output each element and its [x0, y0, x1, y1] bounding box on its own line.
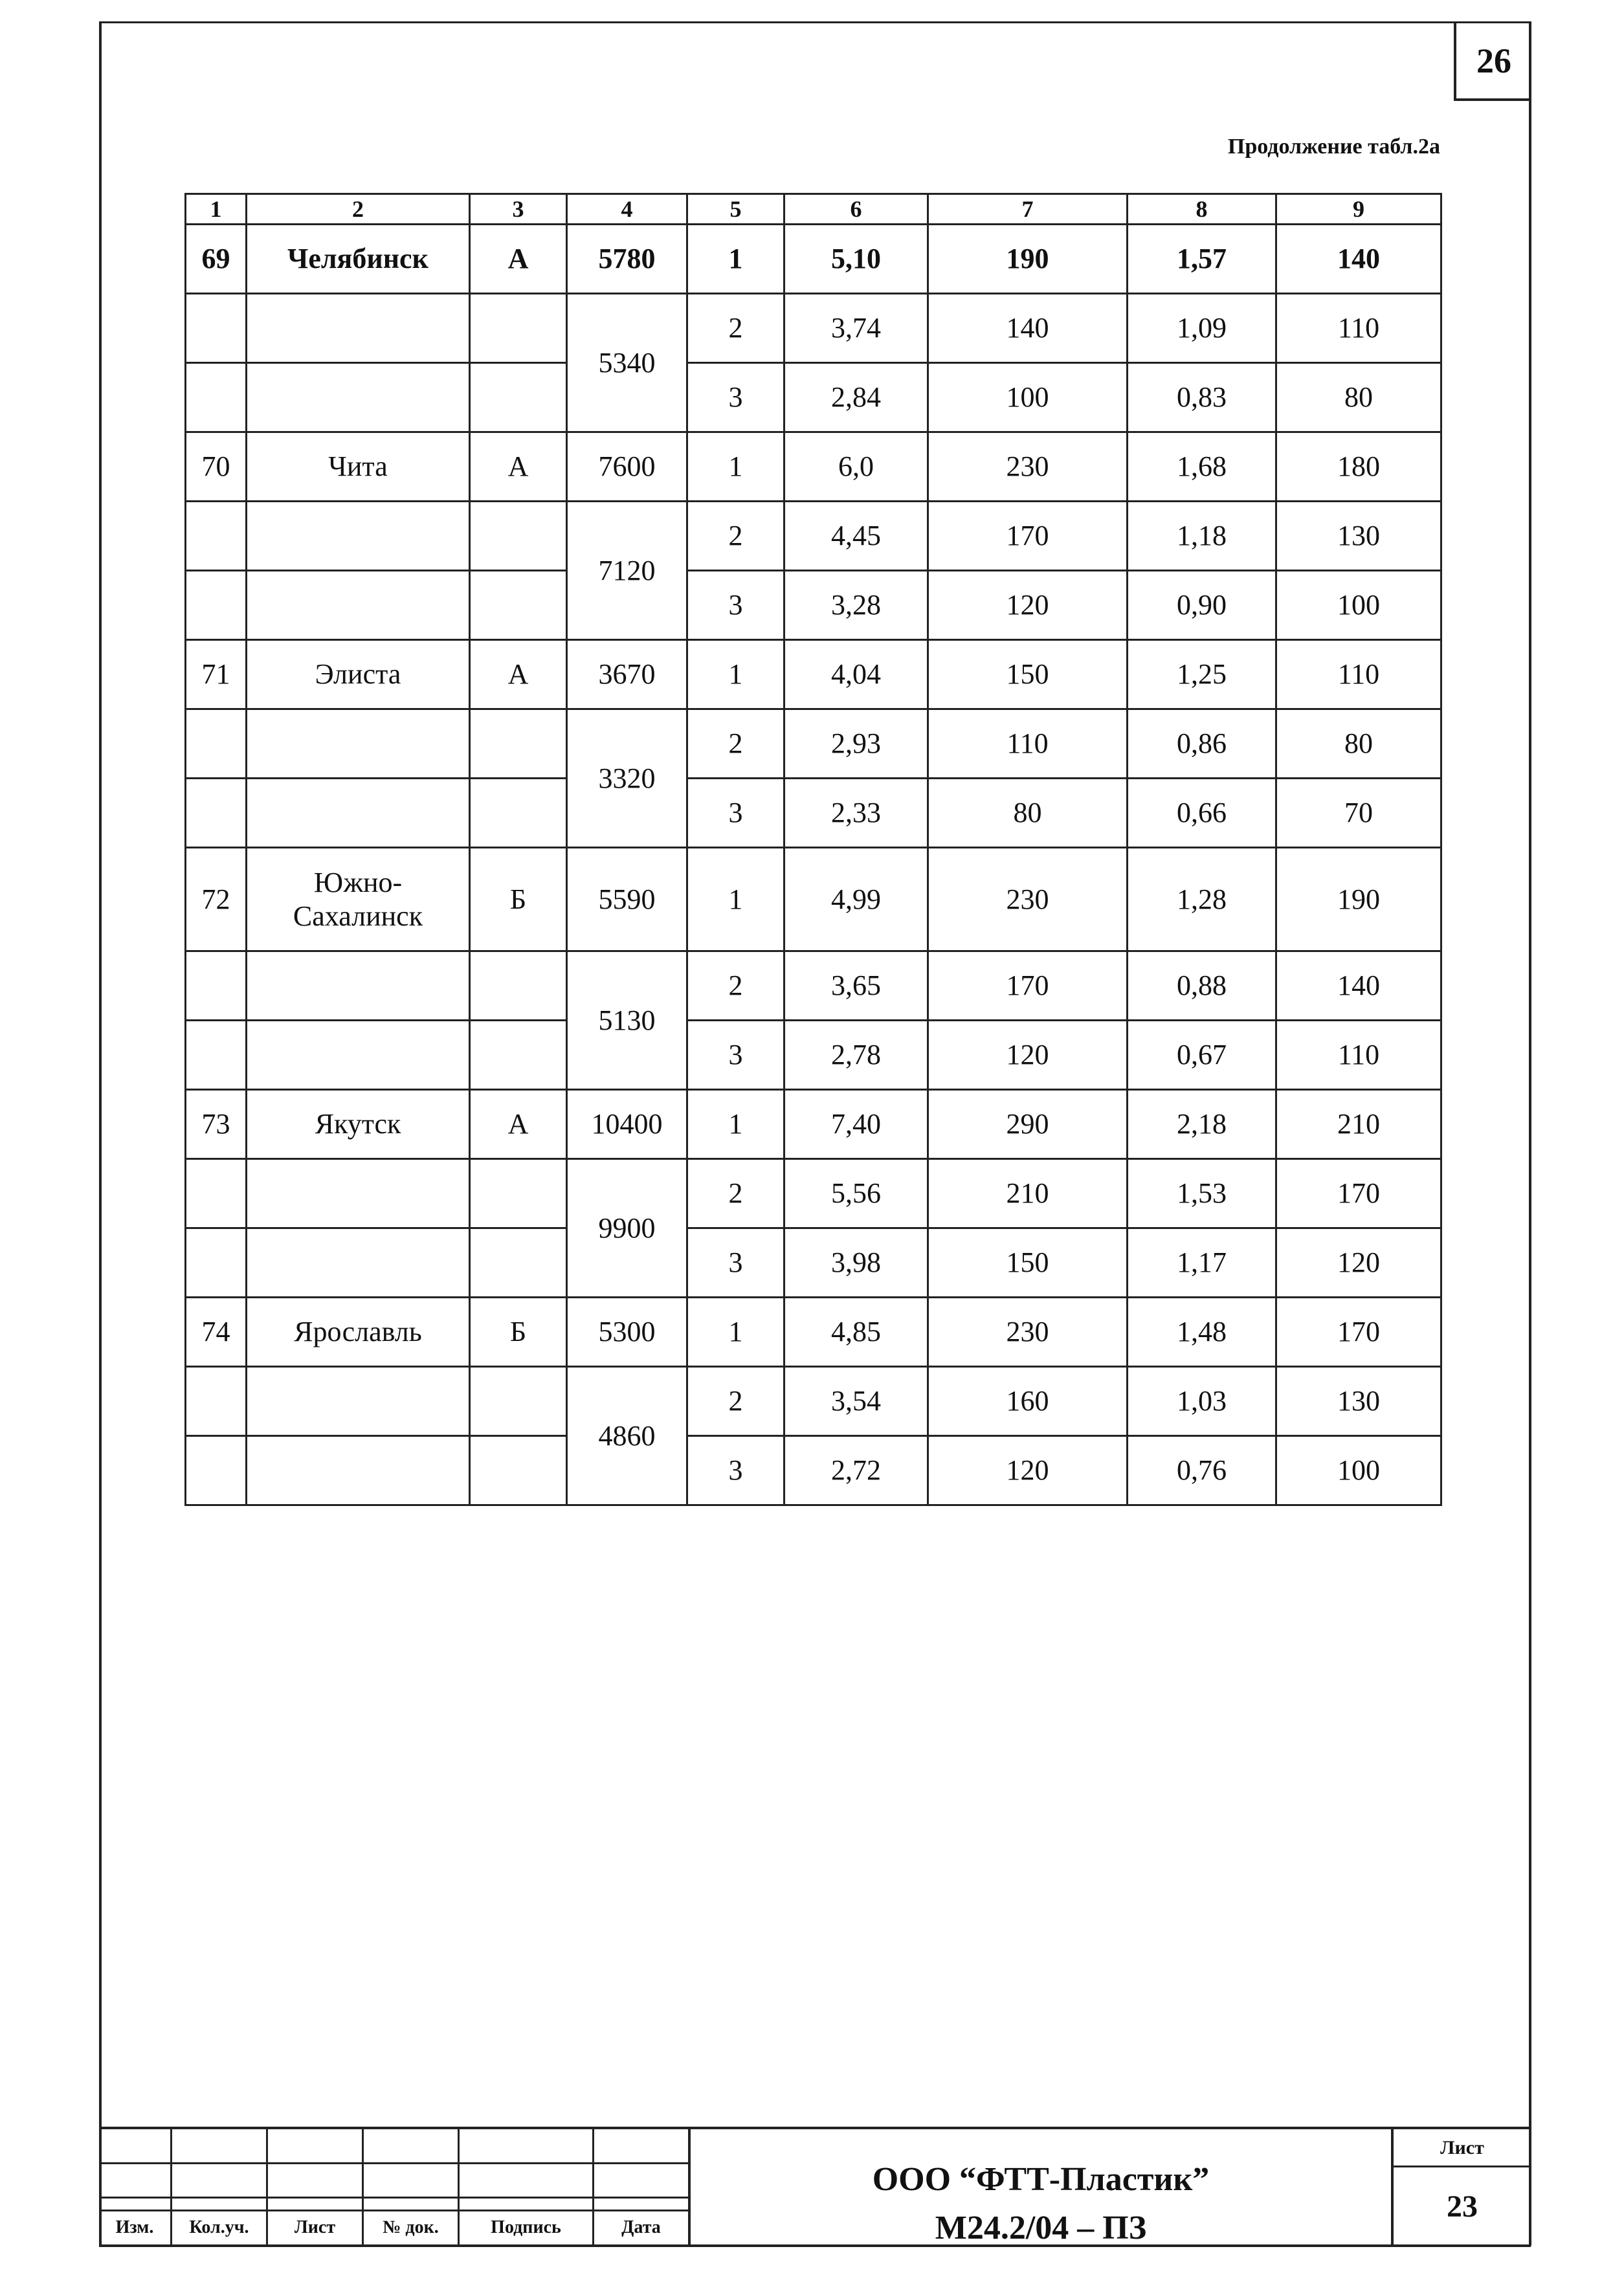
- value-col7: 170: [928, 951, 1128, 1021]
- city-name: Ярославль: [247, 1298, 470, 1367]
- value-col8: 1,17: [1128, 1228, 1276, 1298]
- header-row: [186, 194, 1441, 225]
- column-header: 9: [1276, 194, 1441, 225]
- value-col8: 0,76: [1128, 1436, 1276, 1505]
- column-label: Дата: [621, 2217, 661, 2237]
- data-table: [184, 193, 1442, 1506]
- table-row: [186, 363, 1441, 432]
- value-col7: 160: [928, 1367, 1128, 1436]
- value-col8: 1,53: [1128, 1159, 1276, 1228]
- value-col9: 210: [1276, 1090, 1441, 1159]
- value-col9: 170: [1276, 1298, 1441, 1367]
- title-block-line: [99, 2127, 1531, 2129]
- value-col5: 2: [687, 709, 784, 779]
- table-row: [186, 1021, 1441, 1090]
- empty-cell: [247, 294, 470, 363]
- value-col7: 170: [928, 502, 1128, 571]
- value-col4: 3320: [567, 709, 687, 848]
- value-col6: 6,0: [784, 432, 928, 502]
- value-col4: 10400: [567, 1090, 687, 1159]
- empty-cell: [186, 709, 247, 779]
- value-col9: 80: [1276, 709, 1441, 779]
- value-col9: 190: [1276, 848, 1441, 951]
- value-col7: 110: [928, 709, 1128, 779]
- value-col8: 0,90: [1128, 571, 1276, 640]
- table-row: [186, 1367, 1441, 1436]
- empty-cell: [247, 1021, 470, 1090]
- title-block-line: [99, 2210, 688, 2211]
- empty-cell: [186, 951, 247, 1021]
- city-name-line: Южно-: [313, 866, 403, 898]
- document-code: М24.2/04 – ПЗ: [935, 2210, 1147, 2247]
- value-col8: 0,86: [1128, 709, 1276, 779]
- row-number: 72: [186, 848, 247, 951]
- value-col5: 1: [687, 225, 784, 294]
- empty-cell: [470, 1159, 567, 1228]
- column-label: Изм.: [115, 2217, 154, 2237]
- value-col4: 5780: [567, 225, 687, 294]
- empty-cell: [186, 294, 247, 363]
- empty-cell: [186, 1021, 247, 1090]
- value-col5: 3: [687, 571, 784, 640]
- empty-cell: [470, 571, 567, 640]
- value-col7: 150: [928, 640, 1128, 709]
- zone: А: [470, 640, 567, 709]
- table-caption: Продолжение табл.2а: [1227, 135, 1440, 159]
- value-col4: 3670: [567, 640, 687, 709]
- empty-cell: [186, 1228, 247, 1298]
- value-col9: 120: [1276, 1228, 1441, 1298]
- value-col7: 100: [928, 363, 1128, 432]
- frame-top: [99, 21, 1531, 23]
- row-number: 70: [186, 432, 247, 502]
- table-row: [186, 709, 1441, 779]
- column-header: 8: [1128, 194, 1276, 225]
- zone: А: [470, 1090, 567, 1159]
- column-header: 4: [567, 194, 687, 225]
- title-block: [99, 2127, 1531, 2247]
- value-col7: 120: [928, 1021, 1128, 1090]
- sheet-label: Лист: [1440, 2137, 1484, 2158]
- value-col8: 1,09: [1128, 294, 1276, 363]
- value-col5: 2: [687, 1159, 784, 1228]
- empty-cell: [247, 779, 470, 848]
- value-col7: 80: [928, 779, 1128, 848]
- value-col9: 110: [1276, 294, 1441, 363]
- column-header: 7: [928, 194, 1128, 225]
- organization-name: ООО “ФТТ-Пластик”: [872, 2161, 1210, 2198]
- zone: Б: [470, 1298, 567, 1367]
- value-col9: 100: [1276, 1436, 1441, 1505]
- empty-cell: [186, 779, 247, 848]
- value-col6: 3,74: [784, 294, 928, 363]
- empty-cell: [247, 502, 470, 571]
- column-label: № док.: [383, 2217, 439, 2237]
- value-col7: 210: [928, 1159, 1128, 1228]
- value-col9: 170: [1276, 1159, 1441, 1228]
- empty-cell: [247, 1367, 470, 1436]
- value-col8: 0,88: [1128, 951, 1276, 1021]
- empty-cell: [470, 1228, 567, 1298]
- empty-cell: [186, 502, 247, 571]
- city-name: Чита: [247, 432, 470, 502]
- table-row: [186, 951, 1441, 1021]
- zone: А: [470, 432, 567, 502]
- empty-cell: [186, 1436, 247, 1505]
- value-col5: 1: [687, 432, 784, 502]
- table-row: [186, 1436, 1441, 1505]
- value-col6: 2,93: [784, 709, 928, 779]
- row-number: 74: [186, 1298, 247, 1367]
- table-row: [186, 1298, 1441, 1367]
- empty-cell: [470, 779, 567, 848]
- value-col7: 140: [928, 294, 1128, 363]
- value-col9: 140: [1276, 951, 1441, 1021]
- value-col5: 2: [687, 294, 784, 363]
- value-col9: 80: [1276, 363, 1441, 432]
- value-col4: 5130: [567, 951, 687, 1090]
- table-row: [186, 432, 1441, 502]
- value-col4: 7600: [567, 432, 687, 502]
- value-col9: 130: [1276, 502, 1441, 571]
- title-block-line: [1391, 2166, 1531, 2167]
- empty-cell: [247, 1436, 470, 1505]
- value-col8: 2,18: [1128, 1090, 1276, 1159]
- empty-cell: [186, 363, 247, 432]
- row-number: 69: [186, 225, 247, 294]
- frame-right: [1529, 21, 1531, 2246]
- value-col6: 2,33: [784, 779, 928, 848]
- value-col8: 1,03: [1128, 1367, 1276, 1436]
- value-col9: 110: [1276, 640, 1441, 709]
- column-header: 6: [784, 194, 928, 225]
- table-row: [186, 1159, 1441, 1228]
- empty-cell: [470, 951, 567, 1021]
- frame-left: [99, 21, 102, 2246]
- value-col6: 4,99: [784, 848, 928, 951]
- value-col6: 4,85: [784, 1298, 928, 1367]
- value-col5: 2: [687, 951, 784, 1021]
- empty-cell: [247, 1228, 470, 1298]
- value-col7: 290: [928, 1090, 1128, 1159]
- value-col8: 0,83: [1128, 363, 1276, 432]
- value-col7: 190: [928, 225, 1128, 294]
- column-header: 1: [186, 194, 247, 225]
- value-col7: 150: [928, 1228, 1128, 1298]
- table-row: [186, 225, 1441, 294]
- column-header: 2: [247, 194, 470, 225]
- value-col8: 1,48: [1128, 1298, 1276, 1367]
- value-col5: 3: [687, 363, 784, 432]
- value-col5: 1: [687, 1090, 784, 1159]
- title-block-line: [99, 2197, 688, 2199]
- empty-cell: [186, 571, 247, 640]
- empty-cell: [470, 1021, 567, 1090]
- row-number: 73: [186, 1090, 247, 1159]
- value-col5: 1: [687, 1298, 784, 1367]
- empty-cell: [470, 502, 567, 571]
- empty-cell: [470, 709, 567, 779]
- empty-cell: [470, 294, 567, 363]
- empty-cell: [247, 709, 470, 779]
- value-col8: 1,28: [1128, 848, 1276, 951]
- city-name: Элиста: [247, 640, 470, 709]
- value-col7: 230: [928, 432, 1128, 502]
- value-col8: 1,25: [1128, 640, 1276, 709]
- value-col6: 5,56: [784, 1159, 928, 1228]
- value-col7: 120: [928, 1436, 1128, 1505]
- column-label: Лист: [294, 2217, 336, 2237]
- empty-cell: [186, 1367, 247, 1436]
- value-col8: 1,18: [1128, 502, 1276, 571]
- value-col9: 130: [1276, 1367, 1441, 1436]
- table-row: [186, 502, 1441, 571]
- value-col6: 3,65: [784, 951, 928, 1021]
- value-col6: 2,78: [784, 1021, 928, 1090]
- value-col5: 1: [687, 848, 784, 951]
- value-col6: 3,54: [784, 1367, 928, 1436]
- zone: Б: [470, 848, 567, 951]
- value-col7: 230: [928, 848, 1128, 951]
- table-row: [186, 848, 1441, 951]
- city-name: [247, 848, 470, 951]
- column-label: Кол.уч.: [189, 2217, 249, 2237]
- value-col4: 9900: [567, 1159, 687, 1298]
- empty-cell: [470, 1436, 567, 1505]
- value-col6: 2,84: [784, 363, 928, 432]
- empty-cell: [247, 363, 470, 432]
- value-col9: 140: [1276, 225, 1441, 294]
- organization-block: [691, 2155, 1391, 2253]
- empty-cell: [470, 363, 567, 432]
- table-row: [186, 1228, 1441, 1298]
- value-col8: 1,68: [1128, 432, 1276, 502]
- value-col6: 7,40: [784, 1090, 928, 1159]
- value-col5: 3: [687, 1021, 784, 1090]
- value-col4: 7120: [567, 502, 687, 640]
- value-col4: 5340: [567, 294, 687, 432]
- column-header: 5: [687, 194, 784, 225]
- empty-cell: [247, 571, 470, 640]
- city-name: Якутск: [247, 1090, 470, 1159]
- table-row: [186, 779, 1441, 848]
- value-col7: 120: [928, 571, 1128, 640]
- title-block-line: [99, 2162, 688, 2164]
- value-col9: 110: [1276, 1021, 1441, 1090]
- row-number: 71: [186, 640, 247, 709]
- value-col6: 5,10: [784, 225, 928, 294]
- table-row: [186, 1090, 1441, 1159]
- value-col6: 4,04: [784, 640, 928, 709]
- value-col5: 3: [687, 1436, 784, 1505]
- empty-cell: [186, 1159, 247, 1228]
- value-col5: 2: [687, 1367, 784, 1436]
- value-col4: 5300: [567, 1298, 687, 1367]
- value-col6: 3,98: [784, 1228, 928, 1298]
- value-col9: 180: [1276, 432, 1441, 502]
- value-col8: 1,57: [1128, 225, 1276, 294]
- value-col7: 230: [928, 1298, 1128, 1367]
- value-col4: 5590: [567, 848, 687, 951]
- value-col6: 2,72: [784, 1436, 928, 1505]
- column-header: 3: [470, 194, 567, 225]
- value-col9: 100: [1276, 571, 1441, 640]
- sheet-value: 23: [1447, 2189, 1478, 2224]
- empty-cell: [470, 1367, 567, 1436]
- value-col5: 3: [687, 1228, 784, 1298]
- value-col8: 0,66: [1128, 779, 1276, 848]
- value-col5: 3: [687, 779, 784, 848]
- table-row: [186, 571, 1441, 640]
- sheet-number: 26: [1476, 41, 1511, 80]
- empty-cell: [247, 951, 470, 1021]
- city-name-line: Сахалинск: [293, 900, 423, 932]
- value-col6: 4,45: [784, 502, 928, 571]
- value-col5: 2: [687, 502, 784, 571]
- sheet-number-box: [1454, 23, 1531, 101]
- value-col4: 4860: [567, 1367, 687, 1505]
- value-col5: 1: [687, 640, 784, 709]
- value-col8: 0,67: [1128, 1021, 1276, 1090]
- value-col9: 70: [1276, 779, 1441, 848]
- column-label: Подпись: [491, 2217, 561, 2237]
- table-row: [186, 640, 1441, 709]
- empty-cell: [247, 1159, 470, 1228]
- zone: А: [470, 225, 567, 294]
- city-name: Челябинск: [247, 225, 470, 294]
- value-col6: 3,28: [784, 571, 928, 640]
- table-row: [186, 294, 1441, 363]
